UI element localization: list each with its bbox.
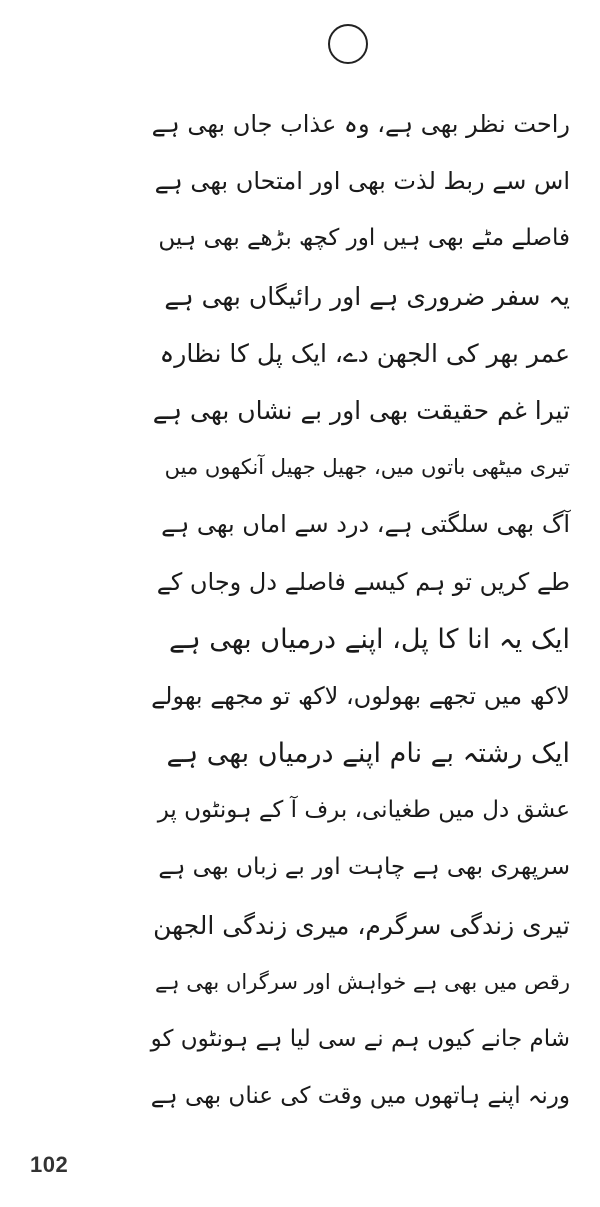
poem-line-9: طے کریں تو ہم کیسے فاصلے دل وجاں کے	[156, 567, 570, 596]
poem-text	[150, 96, 570, 1125]
poem-line-10: ایک یہ انا کا پل، اپنے درمیاں بھی ہے	[169, 623, 570, 655]
poem-line-3: فاصلے مٹے بھی ہیں اور کچھ بڑھے بھی ہیں	[158, 225, 570, 252]
poem-line-14: سرپھری بھی ہے چاہت اور بے زباں بھی ہے	[158, 854, 570, 881]
poem-line-15: تیری زندگی سرگرم، میری زندگی الجھن	[153, 910, 570, 940]
poem-line-4: یہ سفر ضروری ہے اور رائیگاں بھی ہے	[164, 281, 570, 311]
poem-line-7: تیری میٹھی باتوں میں، جھیل جھیل آنکھوں میں	[164, 455, 570, 480]
poem-line-2: اس سے ربط لذت بھی اور امتحاں بھی ہے	[154, 167, 570, 196]
poem-line-13: عشق دل میں طغیانی، برف آ کے ہونٹوں پر	[157, 797, 570, 824]
poem-line-16: رقص میں بھی ہے خواہش اور سرگراں بھی ہے	[154, 969, 570, 994]
poem-line-17: شام جانے کیوں ہم نے سی لیا ہے ہونٹوں کو	[150, 1026, 570, 1052]
poem-line-1: راحت نظر بھی ہے، وہ عذاب جاں بھی ہے	[151, 110, 570, 138]
poem-line-8: آگ بھی سلگتی ہے، درد سے اماں بھی ہے	[161, 510, 570, 539]
poem-line-18: ورنہ اپنے ہاتھوں میں وقت کی عناں بھی ہے	[150, 1083, 570, 1110]
poem-line-6: تیرا غم حقیقت بھی اور بے نشاں بھی ہے	[152, 395, 570, 425]
binder-hole	[328, 24, 368, 64]
poem-line-12: ایک رشتہ بے نام اپنے درمیاں بھی ہے	[166, 738, 570, 770]
poem-line-11: لاکھ میں تجھے بھولوں، لاکھ تو مجھے بھولے	[151, 681, 570, 710]
poem-line-5: عمر بھر کی الجھن دے، ایک پل کا نظارہ	[159, 338, 570, 368]
page-number: 102	[30, 1152, 69, 1177]
